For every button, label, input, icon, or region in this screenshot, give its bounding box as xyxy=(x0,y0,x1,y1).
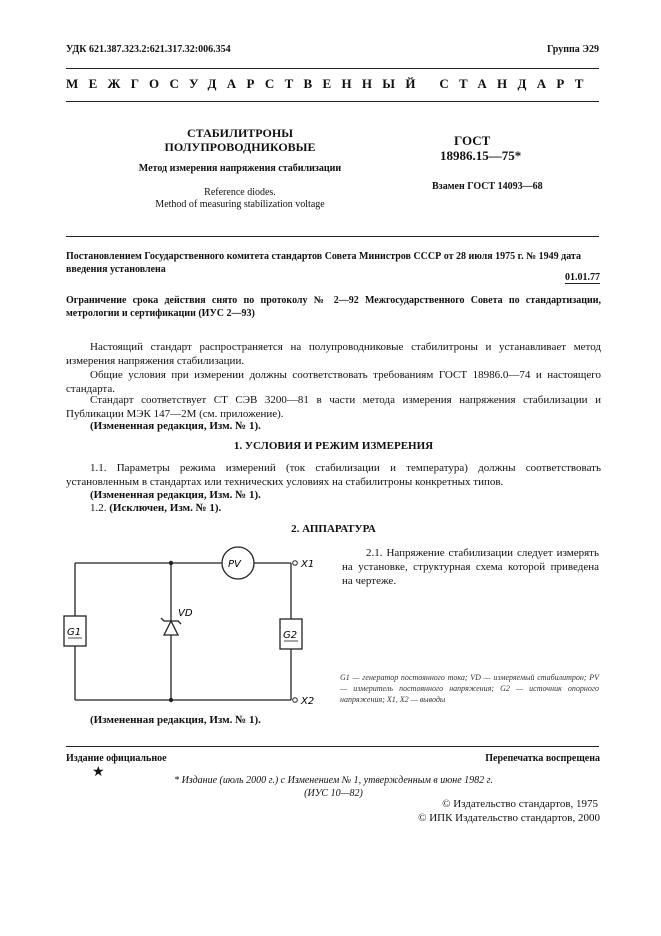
edition-note-line-2: (ИУС 10—82) xyxy=(304,788,363,799)
star-icon: ★ xyxy=(92,765,105,780)
copyright-line-2: © ИПК Издательство стандартов, 2000 xyxy=(418,812,600,824)
terminal-x2 xyxy=(293,698,298,703)
udc-code: УДК 621.387.323.2:621.317.32:006.354 xyxy=(66,44,231,55)
clause-excluded: (Исключен, Изм. № 1). xyxy=(109,502,222,514)
pv-label: PV xyxy=(228,559,241,570)
english-line-1: Reference diodes. xyxy=(204,187,276,198)
top-rule xyxy=(66,68,599,69)
banner-rule xyxy=(66,101,599,102)
intro-paragraph-3: Стандарт соответствует СТ СЭВ 3200—81 в части метода измерения напряжения стабилизации и Публикации МЭК 147—2М (см. приложение). xyxy=(66,394,601,420)
section-2-amendment: (Измененная редакция, Изм. № 1). xyxy=(90,714,261,726)
copyright-line-1: © Издательство стандартов, 1975 xyxy=(442,798,599,810)
replaces-standard: Взамен ГОСТ 14093—68 xyxy=(432,181,543,192)
g1-label: G1 xyxy=(67,627,82,638)
document-subtitle: Метод измерения напряжения стабилизации xyxy=(138,163,342,174)
junction-top xyxy=(169,561,173,565)
official-edition: Издание официальное xyxy=(66,753,167,764)
gost-number: 18986.15—75* xyxy=(440,148,522,163)
document-title xyxy=(100,126,380,154)
title-line-2: ПОЛУПРОВОДНИКОВЫЕ xyxy=(164,140,316,154)
zener-diode-symbol xyxy=(164,621,178,635)
circuit-diagram xyxy=(55,543,330,713)
edition-note-line-1: * Издание (июль 2000 г.) с Изменением № 1, утвержденным в июне 1982 г. xyxy=(174,775,493,786)
gost-designation xyxy=(440,133,521,163)
vd-label: VD xyxy=(178,608,193,619)
x2-label: X2 xyxy=(301,696,315,707)
section-2-heading: 2. АППАРАТУРА xyxy=(291,523,376,535)
intro-paragraph-2: Общие условия при измерении должны соответствовать требованиям ГОСТ 18986.0—74 и настоящего стандарта. xyxy=(66,369,601,395)
clause-number: 1.2. xyxy=(90,502,107,514)
decree-text: Постановлением Государственного комитета стандартов Совета Министров СССР от 28 июля 1975 г. № 1949 дата введения установлена xyxy=(66,251,581,275)
junction-bottom xyxy=(169,698,173,702)
gost-label: ГОСТ xyxy=(454,133,491,148)
group-code: Группа Э29 xyxy=(547,44,599,55)
english-title xyxy=(100,187,380,211)
limitation-text: Ограничение срока действия снято по протоколу № 2—92 Межгосударственного Совета по стандартизации, метрологии и сертификации (ИУС 2—93) xyxy=(66,295,601,319)
title-line-1: СТАБИЛИТРОНЫ xyxy=(187,126,293,140)
title-rule xyxy=(66,236,599,237)
copyright-block xyxy=(418,797,600,825)
footer-rule xyxy=(66,746,599,747)
english-line-2: Method of measuring stabilization voltage xyxy=(155,199,325,210)
section-1-paragraph-1: 1.1. Параметры режима измерений (ток стабилизации и температура) должны соответствовать установленным в стандартах или технических условиях на стабилитроны конкретных типов. xyxy=(66,462,601,488)
intro-amendment: (Измененная редакция, Изм. № 1). xyxy=(90,420,261,432)
intro-paragraph-1: Настоящий стандарт распространяется на полупроводниковые стабилитроны и устанавливает метод измерения напряжения стабилизации. xyxy=(66,341,601,367)
section-1-amendment: (Измененная редакция, Изм. № 1). xyxy=(90,489,261,501)
diagram-caption: G1 — генератор постоянного тока; VD — измеряемый стабилитрон; PV — измеритель постоянного напряжения; G2 — источник опорного напряжения; X1, X2 — выводы xyxy=(340,673,599,704)
x1-label: X1 xyxy=(301,559,315,570)
reprint-notice: Перепечатка воспрещена xyxy=(485,753,600,764)
terminal-x1 xyxy=(293,561,298,566)
effective-date: 01.01.77 xyxy=(565,272,600,283)
g2-label: G2 xyxy=(283,630,298,641)
standard-banner: МЕЖГОСУДАРСТВЕННЫЙ СТАНДАРТ xyxy=(66,76,594,91)
section-1-paragraph-2 xyxy=(66,501,601,515)
section-2-paragraph-1: 2.1. Напряжение стабилизации следует измерять на установке, структурная схема которой приведена на чертеже. xyxy=(342,547,599,587)
section-1-heading: 1. УСЛОВИЯ И РЕЖИМ ИЗМЕРЕНИЯ xyxy=(233,440,434,452)
